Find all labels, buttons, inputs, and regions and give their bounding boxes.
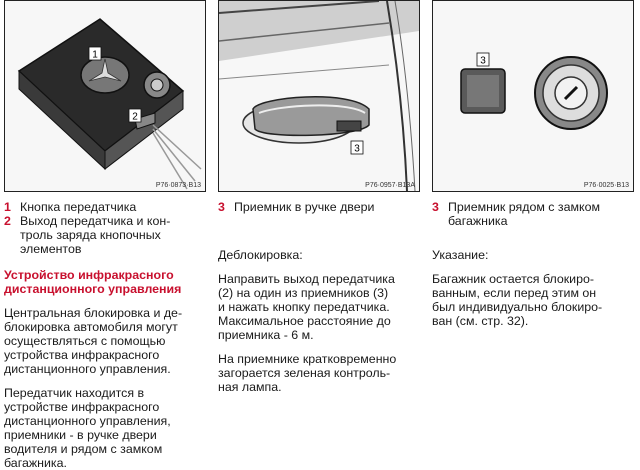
legend-text: Выход передатчика и кон- троль заряда кнопочных элементов xyxy=(20,214,171,256)
legend-item xyxy=(4,200,214,214)
legend-item xyxy=(432,200,638,228)
callout-3-door: 3 xyxy=(354,143,360,155)
paragraph: Направить выход передатчика (2) на один из приемников (3) и нажать кнопку передатчика. Максимальное расстояние до приемника - 6 м. xyxy=(218,272,395,342)
legend-text: Приемник рядом с замком багажника xyxy=(448,200,600,228)
figure-reference: P76·0025·B13 xyxy=(583,182,629,189)
callout-3-trunk: 3 xyxy=(480,55,486,67)
trunk-lock-drawing xyxy=(433,1,633,191)
key-transmitter-drawing xyxy=(5,1,205,191)
paragraph: Багажник остается блокиро- ванным, если перед этим он был индивидуально блокиро- ван (см. стр. 32). xyxy=(432,272,603,328)
legend-text: Кнопка передатчика xyxy=(20,200,137,214)
column-transmitter xyxy=(4,200,214,470)
paragraph: Передатчик находится в устройстве инфракрасного дистанционного управления, приемники - в ручке двери водителя и рядом с замком багажника. xyxy=(4,386,171,470)
legend-item xyxy=(4,214,214,256)
callout-1: 1 xyxy=(92,49,98,61)
section-heading: Устройство инфракрасного дистанционного управления xyxy=(4,268,182,296)
column-note xyxy=(432,200,638,328)
column-unlocking xyxy=(218,200,428,394)
door-receiver xyxy=(337,121,361,131)
callout-2: 2 xyxy=(132,111,138,123)
legend-number: 1 xyxy=(4,200,11,214)
legend-item xyxy=(218,200,428,214)
legend-number: 2 xyxy=(4,214,11,228)
figure-reference: P76·0873·B13 xyxy=(155,182,201,189)
paragraph: Центральная блокировка и де- блокировка автомобиля могут осуществляться с помощью устройства инфракрасного дистанционного управления. xyxy=(4,306,183,376)
legend-number: 3 xyxy=(218,200,225,214)
subsection-label: Указание: xyxy=(432,248,489,262)
paragraph: На приемнике кратковременно загорается зеленая контроль- ная лампа. xyxy=(218,352,397,394)
illustration-trunk-receiver xyxy=(432,0,634,192)
legend-number: 3 xyxy=(432,200,439,214)
door-handle-drawing xyxy=(219,1,419,191)
legend-text: Приемник в ручке двери xyxy=(234,200,375,214)
illustration-door-handle xyxy=(218,0,420,192)
subsection-label: Деблокировка: xyxy=(218,248,303,262)
illustration-key-transmitter xyxy=(4,0,206,192)
figure-reference: P76·0957·B13A xyxy=(365,182,415,189)
